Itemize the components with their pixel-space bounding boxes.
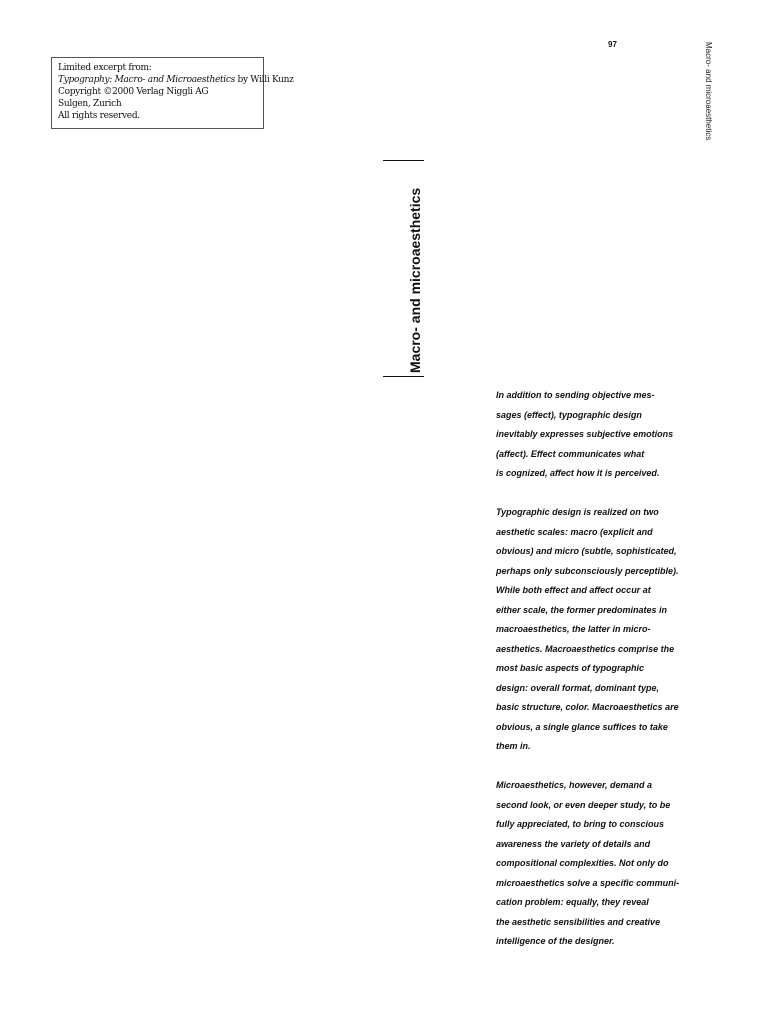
title-rule-bottom xyxy=(383,376,424,377)
body-line: macroaesthetics, the latter in micro- xyxy=(496,624,651,634)
copyright-notice-box xyxy=(51,57,294,129)
section-title xyxy=(390,178,440,373)
body-line: inevitably expresses subjective emotions xyxy=(496,429,674,439)
body-line: either scale, the former predominates in xyxy=(496,604,668,615)
notice-line-title xyxy=(58,74,294,86)
body-paragraph xyxy=(496,503,716,757)
notice-author: by Willi Kunz xyxy=(234,75,294,85)
notice-line-copyright: Copyright ©2000 Verlag Niggli AG xyxy=(58,87,209,97)
body-line: Typographic design is realized on two xyxy=(496,507,659,517)
body-line: is cognized, affect how it is perceived. xyxy=(496,468,660,478)
page-number: 97 xyxy=(608,40,617,49)
body-line: In addition to sending objective mes- xyxy=(496,390,655,400)
body-paragraph xyxy=(496,776,716,952)
body-line: most basic aspects of typographic xyxy=(496,663,645,673)
body-line: aesthetic scales: macro (explicit and xyxy=(496,526,653,537)
body-text xyxy=(496,386,716,971)
body-line: fully appreciated, to bring to conscious xyxy=(496,819,665,829)
body-line: compositional complexities. Not only do xyxy=(496,858,669,868)
body-line: obvious) and micro (subtle, sophisticated, xyxy=(496,546,677,556)
body-line: perhaps only subconsciously perceptible). xyxy=(496,565,679,576)
body-line: sages (effect), typographic design xyxy=(496,409,642,420)
notice-line-rights: All rights reserved. xyxy=(58,111,140,121)
running-head: Macro- and microaesthetics xyxy=(704,42,713,141)
body-line: microaesthetics solve a specific communi- xyxy=(496,877,680,888)
body-line: Microaesthetics, however, demand a xyxy=(496,780,653,790)
body-line: cation problem: equally, they reveal xyxy=(496,897,649,907)
body-line: (affect). Effect communicates what xyxy=(496,448,645,459)
body-line: awareness the variety of details and xyxy=(496,838,651,849)
body-line: basic structure, color. Macroaesthetics are xyxy=(496,702,679,712)
body-line: the aesthetic sensibilities and creative xyxy=(496,916,661,927)
body-line: obvious, a single glance suffices to take xyxy=(496,721,668,732)
body-line: aesthetics. Macroaesthetics comprise the xyxy=(496,643,675,654)
notice-line-excerpt: Limited excerpt from: xyxy=(58,63,152,73)
notice-line-location: Sulgen, Zurich xyxy=(58,99,122,109)
title-rule-top xyxy=(383,160,424,161)
body-line: While both effect and affect occur at xyxy=(496,585,651,595)
body-paragraph xyxy=(496,386,716,484)
body-line: second look, or even deeper study, to be xyxy=(496,799,671,810)
body-line: design: overall format, dominant type, xyxy=(496,682,660,693)
section-title-text: Macro- and microaesthetics xyxy=(407,187,423,373)
body-line: them in. xyxy=(496,741,531,751)
notice-book-title: Typography: Macro- and Microaesthetics xyxy=(58,75,235,85)
body-line: intelligence of the designer. xyxy=(496,936,615,946)
